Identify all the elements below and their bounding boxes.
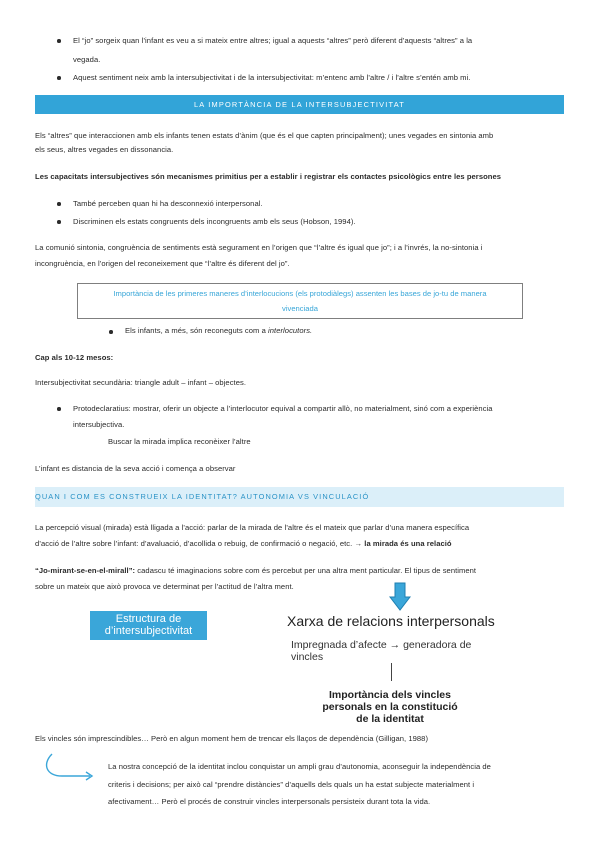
connector-line [391,663,392,681]
network-title: Xarxa de relacions interpersonals [287,613,495,629]
mirror-self-term: “Jo-mirant-se-en-el-mirall”: [35,566,136,575]
bullet-dot [57,407,61,411]
bullet-text-cont: intersubjectiva. [73,420,125,429]
paragraph-text: d’acció de l’altre sobre l’infant: d’avaluació, d’acollida o rebuig, de confirmació o negació, etc. → [35,539,365,548]
paragraph: afectivament… Però el procés de construir vincles interpersonals persisteix durant tota la vida. [108,797,431,806]
bullet-dot [57,76,61,80]
indented-note: Buscar la mirada implica reconèixer l’altre [108,437,251,446]
down-arrow-icon [389,582,411,612]
section-title-identity-text: QUAN I COM ES CONSTRUEIX LA IDENTITAT? AUTONOMIA VS VINCULACIÓ [35,492,370,501]
bullet-text-prefix: Els infants, a més, són reconeguts com a [125,326,269,335]
network-description-line: vincles [291,651,324,663]
paragraph [35,563,476,578]
highlight-box-line: vivenciada [282,304,318,313]
structure-box-line: d’intersubjectivitat [104,625,193,637]
bullet-text: El “jo” sorgeix quan l’infant es veu a si mateix entre altres; igual a aquests “altres” però diferent d’aquests “altres” a la [73,36,473,45]
bonds-importance-label: Importància dels vincles personals en la constitució de la identitat [322,689,458,725]
bullet-text: Discriminen els estats congruents dels incongruents amb els seus (Hobson, 1994). [73,217,356,226]
bold-conclusion: la mirada és una relació [364,539,452,548]
paragraph: La percepció visual (mirada) està lligada a l’acció: parlar de la mirada de l’altre és el mateix que parlar d’una manera específica [35,523,470,532]
paragraph-text: cadascu té imaginacions sobre com és percebut per una altra ment particular. El tipus de sentiment [135,566,477,575]
bullet-text [125,323,312,338]
bold-statement: Les capacitats intersubjectives són mecanismes primitius per a establir i registrar els contactes psicològics entre les persones [35,172,502,181]
paragraph: La comunió sintonia, congruència de sentiments està segurament en l’origen que “l’altre és igual que jo”; i a l’invrés, la no-sintonia i [35,243,483,252]
paragraph: Els vincles són imprescindibles… Però en algun moment hem de trencar els llaços de dependència (Gilligan, 1988) [35,734,429,743]
section-title-intersubjectivity: LA IMPORTÀNCIA DE LA INTERSUBJECTIVITAT [35,95,564,114]
bullet-dot [57,202,61,206]
bullet-dot [109,330,113,334]
highlight-box-line: Importància de les primeres maneres d’interlocucions (els protodiàlegs) assenten les bases de jo-tu de manera [113,289,487,298]
interlocutors-term: interlocutors. [268,326,313,335]
section-title-identity [35,487,564,507]
paragraph: incongruència, en l’origen del reconeixement que “l’altre és diferent del jo”. [35,259,290,268]
age-heading: Cap als 10-12 mesos: [35,353,114,362]
highlight-box [77,283,523,319]
paragraph: els seus, altres vegades en dissonancia. [35,145,174,154]
network-description-line: Impregnada d’afecte → generadora de [291,639,472,651]
network-description [291,639,471,663]
curved-arrow-icon [40,752,100,782]
bullet-text: Aquest sentiment neix amb la intersubjectivitat i de la intersubjectivitat: m’entenc amb l’altre / i l’altre s’entén amb mi. [73,73,471,82]
paragraph: L’infant es distancia de la seva acció i comença a observar [35,464,236,473]
bullet-text: Protodeclaratius: mostrar, oferir un objecte a l’interlocutor equival a compartir allò, no materialment, sinó com a experiència [73,404,493,413]
intersubjectivity-structure-box [90,611,207,640]
paragraph: criteris i decisions; per això cal “prendre distàncies” d’aquells dels quals un ha estat subjecte materialment i [108,780,475,789]
paragraph: Els “altres” que interaccionen amb els infants tenen estats d’ànim (que és el que capten principalment); unes vegades en sintonia amb [35,131,494,140]
paragraph: Intersubjectivitat secundària: triangle adult – infant – objectes. [35,378,246,387]
paragraph: La nostra concepció de la identitat inclou conquistar un ampli grau d’autonomia, aconseguir la independència de [108,762,491,771]
structure-box-line: Estructura de [115,613,182,625]
paragraph [35,536,452,551]
bullet-text-cont: vegada. [73,55,101,64]
paragraph: sobre un mateix que això provoca ve determinat per l’actitud de l’altra ment. [35,582,294,591]
bullet-dot [57,220,61,224]
bullet-dot [57,39,61,43]
bullet-text: També perceben quan hi ha desconnexió interpersonal. [73,199,263,208]
